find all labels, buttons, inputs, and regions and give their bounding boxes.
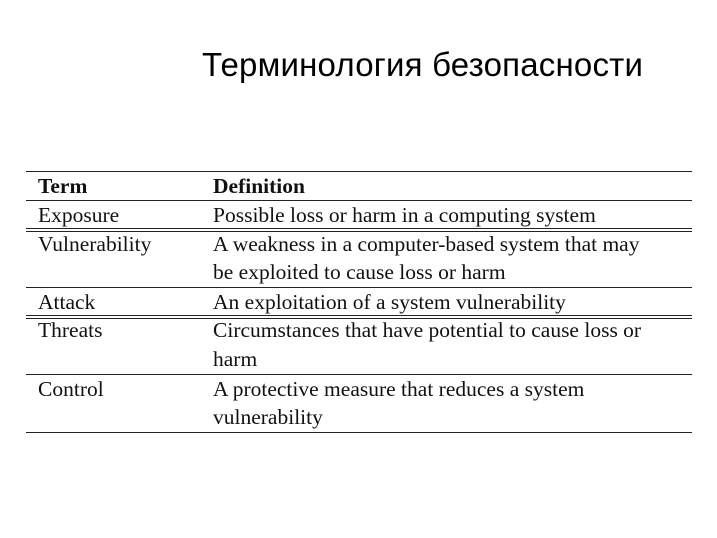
definition-control-line-1: A protective measure that reduces a system bbox=[213, 377, 585, 401]
term-vulnerability: Vulnerability bbox=[38, 232, 152, 256]
term-threats: Threats bbox=[38, 318, 103, 342]
column-header-definition: Definition bbox=[213, 174, 305, 198]
definition-control-line-2: vulnerability bbox=[213, 405, 323, 429]
term-exposure: Exposure bbox=[38, 203, 120, 227]
table-bottom-rule bbox=[26, 432, 692, 433]
definition-attack: An exploitation of a system vulnerability bbox=[213, 290, 566, 314]
definition-vulnerability-line-2: be exploited to cause loss or harm bbox=[213, 260, 506, 284]
term-attack: Attack bbox=[38, 290, 96, 314]
definition-exposure: Possible loss or harm in a computing system bbox=[213, 203, 596, 227]
definition-threats-line-1: Circumstances that have potential to cause loss or bbox=[213, 318, 642, 342]
table-top-rule bbox=[26, 171, 692, 172]
definition-threats-line-2: harm bbox=[213, 347, 258, 371]
slide-title: Терминология безопасности bbox=[202, 46, 644, 83]
definition-vulnerability-line-1: A weakness in a computer-based system that may bbox=[213, 232, 640, 256]
term-control: Control bbox=[38, 377, 104, 401]
column-header-term: Term bbox=[38, 174, 88, 198]
